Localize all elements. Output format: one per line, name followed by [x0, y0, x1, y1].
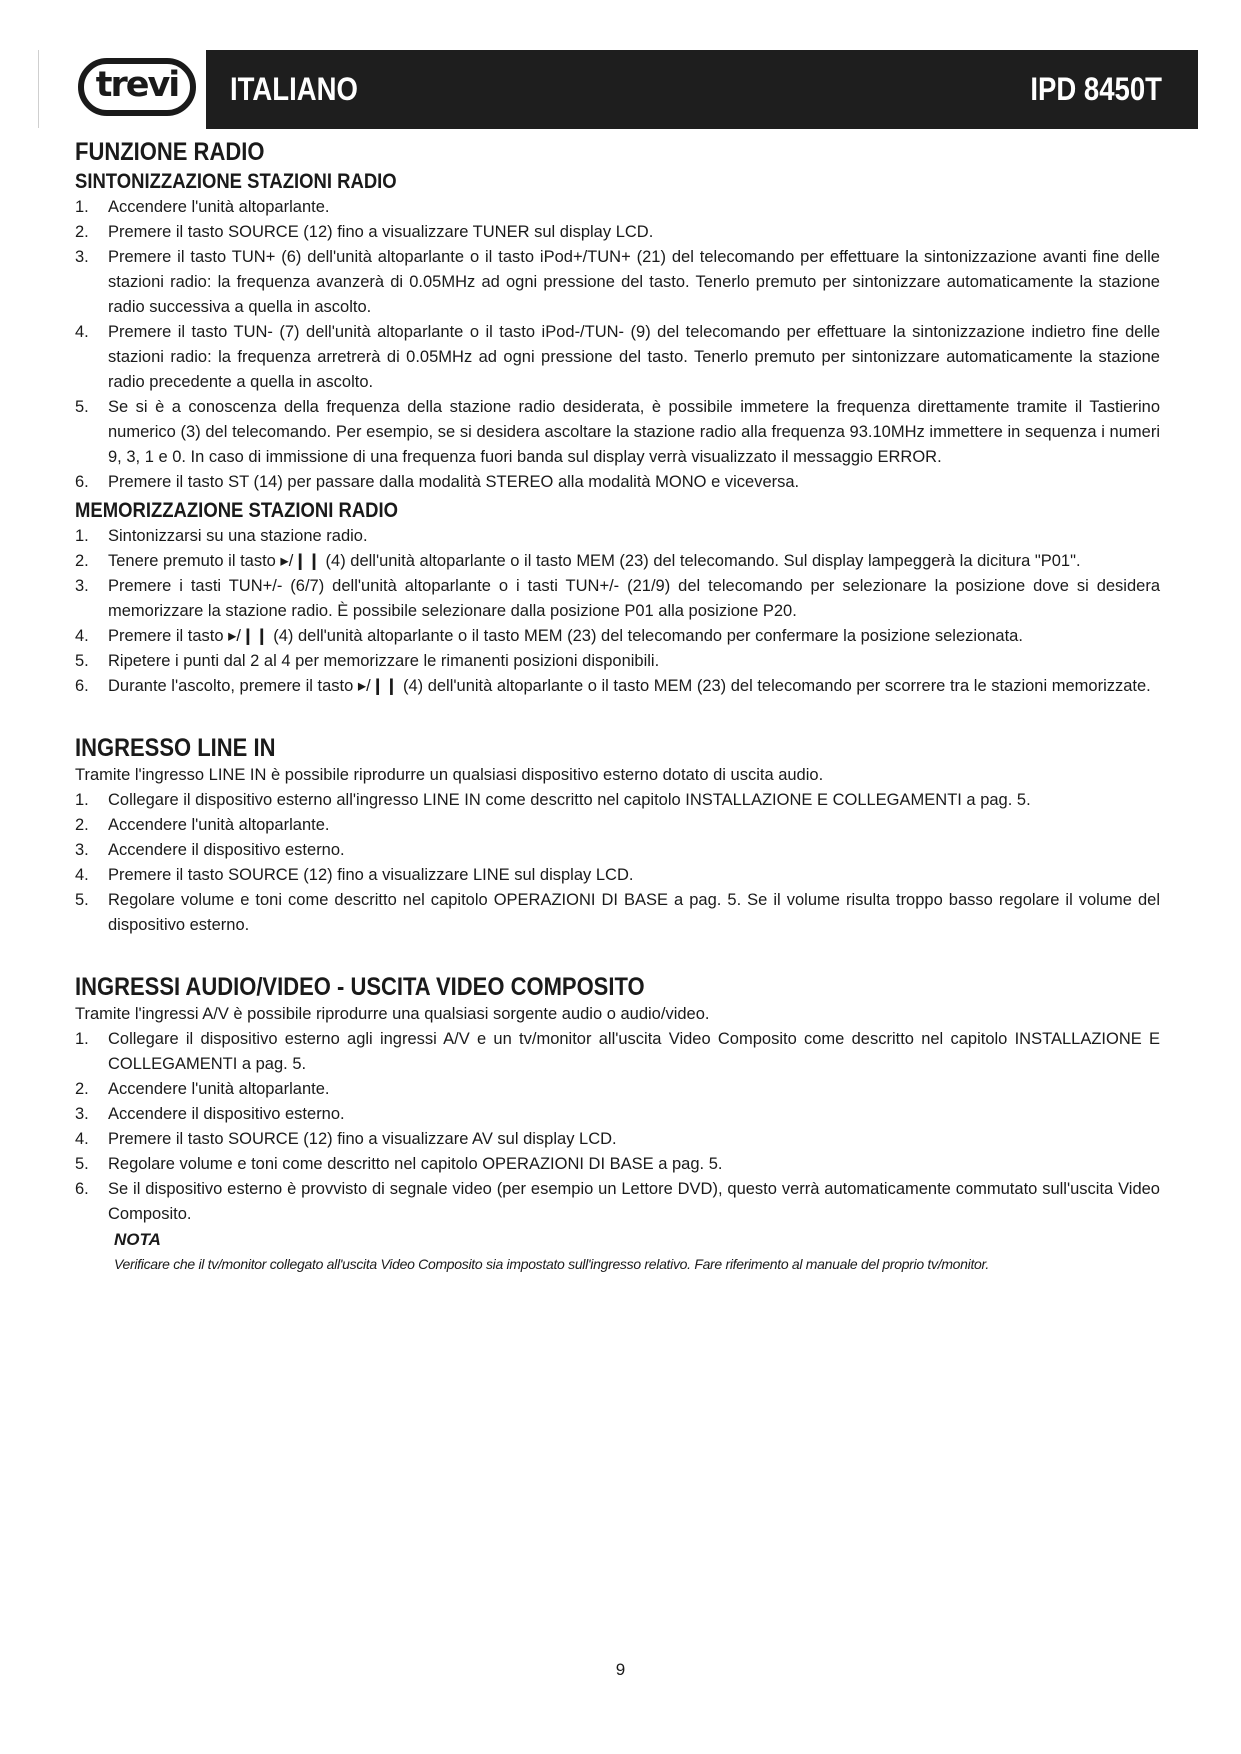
item-number: 6.	[75, 677, 89, 695]
memory-list	[75, 524, 1160, 699]
item-text: Premere il tasto TUN- (7) dell'unità altoparlante o il tasto iPod-/TUN- (9) del telecomando per effettuare la sintonizzazione indietro fine delle stazioni radio: la frequenza arretrerà di 0.05MHz ad ogni pressione del tasto. Tenerlo premuto per sintonizzare automaticamente la stazione radio precedente a quella in ascolto.	[108, 323, 1160, 391]
item-text: Collegare il dispositivo esterno all'ingresso LINE IN come descritto nel capitolo INSTALLAZIONE E COLLEGAMENTI a pag. 5.	[108, 791, 1031, 809]
item-number: 4.	[75, 866, 89, 884]
item-number: 1.	[75, 1030, 89, 1048]
list-item	[75, 863, 1160, 888]
item-text: Accendere il dispositivo esterno.	[108, 1105, 345, 1123]
av-intro: Tramite l'ingressi A/V è possibile riprodurre una qualsiasi sorgente audio o audio/video.	[75, 1005, 710, 1023]
item-text: Accendere l'unità altoparlante.	[108, 816, 330, 834]
model-label: IPD 8450T	[1030, 71, 1162, 107]
item-text: Regolare volume e toni come descritto nel capitolo OPERAZIONI DI BASE a pag. 5. Se il volume risulta troppo basso regolare il volume del dispositivo esterno.	[108, 891, 1160, 934]
page-number: 9	[615, 1660, 626, 1679]
item-number: 4.	[75, 627, 89, 645]
page-content	[75, 137, 1160, 1276]
list-item	[75, 649, 1160, 674]
note-title: NOTA	[114, 1230, 161, 1249]
list-item	[75, 574, 1160, 624]
list-item	[75, 1127, 1160, 1152]
margin-rule	[38, 50, 39, 128]
item-number: 5.	[75, 1155, 89, 1173]
item-text: Regolare volume e toni come descritto nel capitolo OPERAZIONI DI BASE a pag. 5.	[108, 1155, 723, 1173]
list-item	[75, 220, 1160, 245]
item-text: Sintonizzarsi su una stazione radio.	[108, 527, 368, 545]
list-item	[75, 524, 1160, 549]
tuning-list	[75, 195, 1160, 495]
item-text: Tenere premuto il tasto ▸/❙❙ (4) dell'unità altoparlante o il tasto MEM (23) del telecomando. Sul display lampeggerà la dicitura "P01".	[108, 552, 1081, 570]
list-item	[75, 674, 1160, 699]
section-title-line-in: INGRESSO LINE IN	[75, 734, 276, 762]
av-list	[75, 1027, 1160, 1227]
item-text: Accendere l'unità altoparlante.	[108, 198, 330, 216]
line-in-list	[75, 788, 1160, 938]
logo-text: trevi	[95, 64, 179, 105]
list-item	[75, 1102, 1160, 1127]
page-header	[70, 50, 1198, 129]
header-bar	[206, 50, 1198, 129]
list-item	[75, 549, 1160, 574]
list-item	[75, 1027, 1160, 1077]
section-title-radio: FUNZIONE RADIO	[75, 138, 265, 166]
item-text: Accendere l'unità altoparlante.	[108, 1080, 330, 1098]
item-number: 3.	[75, 577, 89, 595]
item-text: Premere il tasto ▸/❙❙ (4) dell'unità altoparlante o il tasto MEM (23) del telecomando per confermare la posizione selezionata.	[108, 627, 1023, 645]
item-number: 1.	[75, 791, 89, 809]
item-number: 6.	[75, 473, 89, 491]
item-number: 5.	[75, 398, 89, 416]
item-text: Premere i tasti TUN+/- (6/7) dell'unità altoparlante o i tasti TUN+/- (21/9) del telecomando per selezionare la posizione dove si desidera memorizzare la stazione radio. È possibile selezionare dalla posizione P01 alla posizione P20.	[108, 577, 1160, 620]
item-text: Accendere il dispositivo esterno.	[108, 841, 345, 859]
item-number: 3.	[75, 248, 89, 266]
list-item	[75, 813, 1160, 838]
list-item	[75, 245, 1160, 320]
item-number: 2.	[75, 552, 89, 570]
list-item	[75, 624, 1160, 649]
list-item	[75, 195, 1160, 220]
item-number: 3.	[75, 841, 89, 859]
item-number: 4.	[75, 323, 89, 341]
item-number: 2.	[75, 1080, 89, 1098]
item-text: Premere il tasto ST (14) per passare dalla modalità STEREO alla modalità MONO e viceversa.	[108, 473, 800, 491]
list-item	[75, 888, 1160, 938]
list-item	[75, 838, 1160, 863]
trevi-logo	[78, 58, 196, 116]
item-number: 2.	[75, 816, 89, 834]
line-in-intro: Tramite l'ingresso LINE IN è possibile riprodurre un qualsiasi dispositivo esterno dotato di uscita audio.	[75, 766, 824, 784]
item-text: Se si è a conoscenza della frequenza della stazione radio desiderata, è possibile immetere la frequenza direttamente tramite il Tastierino numerico (3) del telecomando. Per esempio, se si desidera ascoltare la stazione radio alla frequenza 93.10MHz immettere in sequenza i numeri 9, 3, 1 e 0. In caso di immissione di una frequenza fuori banda sul display verrà visualizzato il messaggio ERROR.	[108, 398, 1160, 466]
item-text: Se il dispositivo esterno è provvisto di segnale video (per esempio un Lettore DVD), questo verrà automaticamente commutato sull'uscita Video Composito.	[108, 1180, 1160, 1223]
list-item	[75, 1177, 1160, 1227]
item-text: Premere il tasto TUN+ (6) dell'unità altoparlante o il tasto iPod+/TUN+ (21) del telecomando per effettuare la sintonizzazione avanti fine delle stazioni radio: la frequenza avanzerà di 0.05MHz ad ogni pressione del tasto. Tenerlo premuto per sintonizzare automaticamente la stazione radio successiva a quella in ascolto.	[108, 248, 1160, 316]
item-text: Premere il tasto SOURCE (12) fino a visualizzare AV sul display LCD.	[108, 1130, 617, 1148]
list-item	[75, 788, 1160, 813]
item-number: 5.	[75, 891, 89, 909]
item-text: Premere il tasto SOURCE (12) fino a visualizzare LINE sul display LCD.	[108, 866, 634, 884]
list-item	[75, 1077, 1160, 1102]
item-text: Ripetere i punti dal 2 al 4 per memorizzare le rimanenti posizioni disponibili.	[108, 652, 660, 670]
item-number: 1.	[75, 527, 89, 545]
item-number: 2.	[75, 223, 89, 241]
item-text: Durante l'ascolto, premere il tasto ▸/❙❙ (4) dell'unità altoparlante o il tasto MEM (23) del telecomando per scorrere tra le stazioni memorizzate.	[108, 677, 1151, 695]
note-text: Verificare che il tv/monitor collegato all'uscita Video Composito sia impostato sull'ingresso relativo. Fare riferimento al manuale del proprio tv/monitor.	[114, 1256, 989, 1272]
list-item	[75, 395, 1160, 470]
list-item	[75, 470, 1160, 495]
list-item	[75, 1152, 1160, 1177]
section-title-av: INGRESSI AUDIO/VIDEO - USCITA VIDEO COMPOSITO	[75, 973, 645, 1001]
item-number: 3.	[75, 1105, 89, 1123]
language-label: ITALIANO	[230, 71, 358, 107]
item-text: Premere il tasto SOURCE (12) fino a visualizzare TUNER sul display LCD.	[108, 223, 654, 241]
item-number: 5.	[75, 652, 89, 670]
item-number: 6.	[75, 1180, 89, 1198]
subsection-title-tuning: SINTONIZZAZIONE STAZIONI RADIO	[75, 170, 397, 193]
item-text: Collegare il dispositivo esterno agli ingressi A/V e un tv/monitor all'uscita Video Composito come descritto nel capitolo INSTALLAZIONE E COLLEGAMENTI a pag. 5.	[108, 1030, 1160, 1073]
item-number: 1.	[75, 198, 89, 216]
list-item	[75, 320, 1160, 395]
subsection-title-memory: MEMORIZZAZIONE STAZIONI RADIO	[75, 499, 399, 522]
item-number: 4.	[75, 1130, 89, 1148]
